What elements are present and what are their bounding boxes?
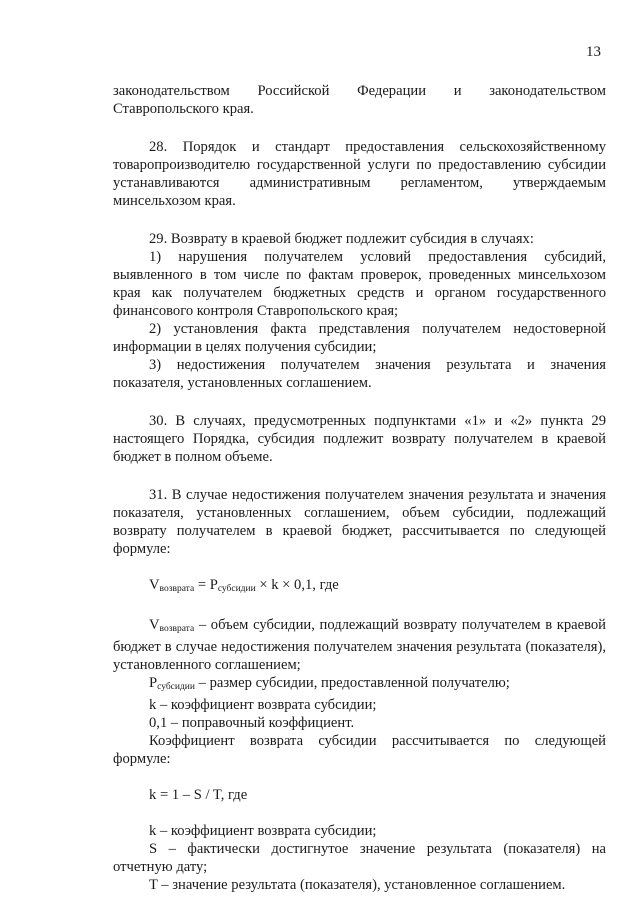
- formula-rest: × k × 0,1, где: [255, 577, 339, 593]
- definition-v: [113, 616, 606, 674]
- formula-subscript-p: субсидии: [217, 584, 256, 594]
- paragraph-29: 29. Возврату в краевой бюджет подлежит субсидия в случаях:: [149, 231, 534, 247]
- paragraph-29-item-3: 3) недостижения получателем значения результата и значения показателя, установленных соглашением.: [113, 357, 606, 391]
- paragraph-continuation: законодательством Российской Федерации и законодательством Ставропольского края.: [113, 83, 606, 117]
- definition-p-text: – размер субсидии, предоставленной получателю;: [194, 675, 510, 691]
- definition-t: T – значение результата (показателя), установленное соглашением.: [149, 877, 566, 893]
- definition-v-text: – объем субсидии, подлежащий возврату получателем в краевой бюджет в случае недостижения получателем значения результата (показателя), установленного соглашением;: [113, 617, 606, 673]
- paragraph-31: 31. В случае недостижения получателем значения результата и значения показателя, установленных соглашением, объем субсидии, подлежащий возврату получателем в краевой бюджет, рассчитывается по следующей формуле:: [113, 487, 606, 557]
- formula-symbol-v: V: [149, 577, 160, 593]
- formula-subscript-v: возврата: [159, 584, 195, 594]
- formula-refund-volume: [113, 576, 606, 598]
- paragraph-29-item-2: 2) установления факта представления получателем недостоверной информации в целях получения субсидии;: [113, 321, 606, 355]
- formula-coefficient: k = 1 – S / T, где: [149, 787, 248, 803]
- formula-symbol-p: = P: [194, 577, 218, 593]
- paragraph-29-item-1: 1) нарушения получателем условий предоставления субсидий, выявленного в том числе по фактам проверок, проведенных минсельхозом края как получателем бюджетных средств и органом государственного финансового контроля Ставропольского края;: [113, 249, 606, 319]
- definition-p-symbol: P: [149, 675, 158, 691]
- definition-v-symbol: V: [149, 617, 160, 633]
- paragraph-coefficient: Коэффициент возврата субсидии рассчитывается по следующей формуле:: [113, 733, 606, 767]
- definition-k: k – коэффициент возврата субсидии;: [149, 697, 377, 713]
- page-number: 13: [586, 44, 601, 60]
- paragraph-28: 28. Порядок и стандарт предоставления сельскохозяйственному товаропроизводителю государственной услуги по предоставлению субсидии устанавливаются административным регламентом, утверждаемым минсельхозом края.: [113, 139, 606, 209]
- paragraph-30: 30. В случаях, предусмотренных подпунктами «1» и «2» пункта 29 настоящего Порядка, субсидия подлежит возврату получателем в краевой бюджет в полном объеме.: [113, 413, 606, 465]
- definition-correction: 0,1 – поправочный коэффициент.: [149, 715, 355, 731]
- definition-s: S – фактически достигнутое значение результата (показателя) на отчетную дату;: [113, 841, 606, 875]
- definition-k-2: k – коэффициент возврата субсидии;: [149, 823, 377, 839]
- definition-v-subscript: возврата: [159, 624, 195, 634]
- definition-p-subscript: субсидии: [157, 682, 195, 692]
- definition-p: [113, 674, 606, 696]
- document-body: [113, 82, 606, 894]
